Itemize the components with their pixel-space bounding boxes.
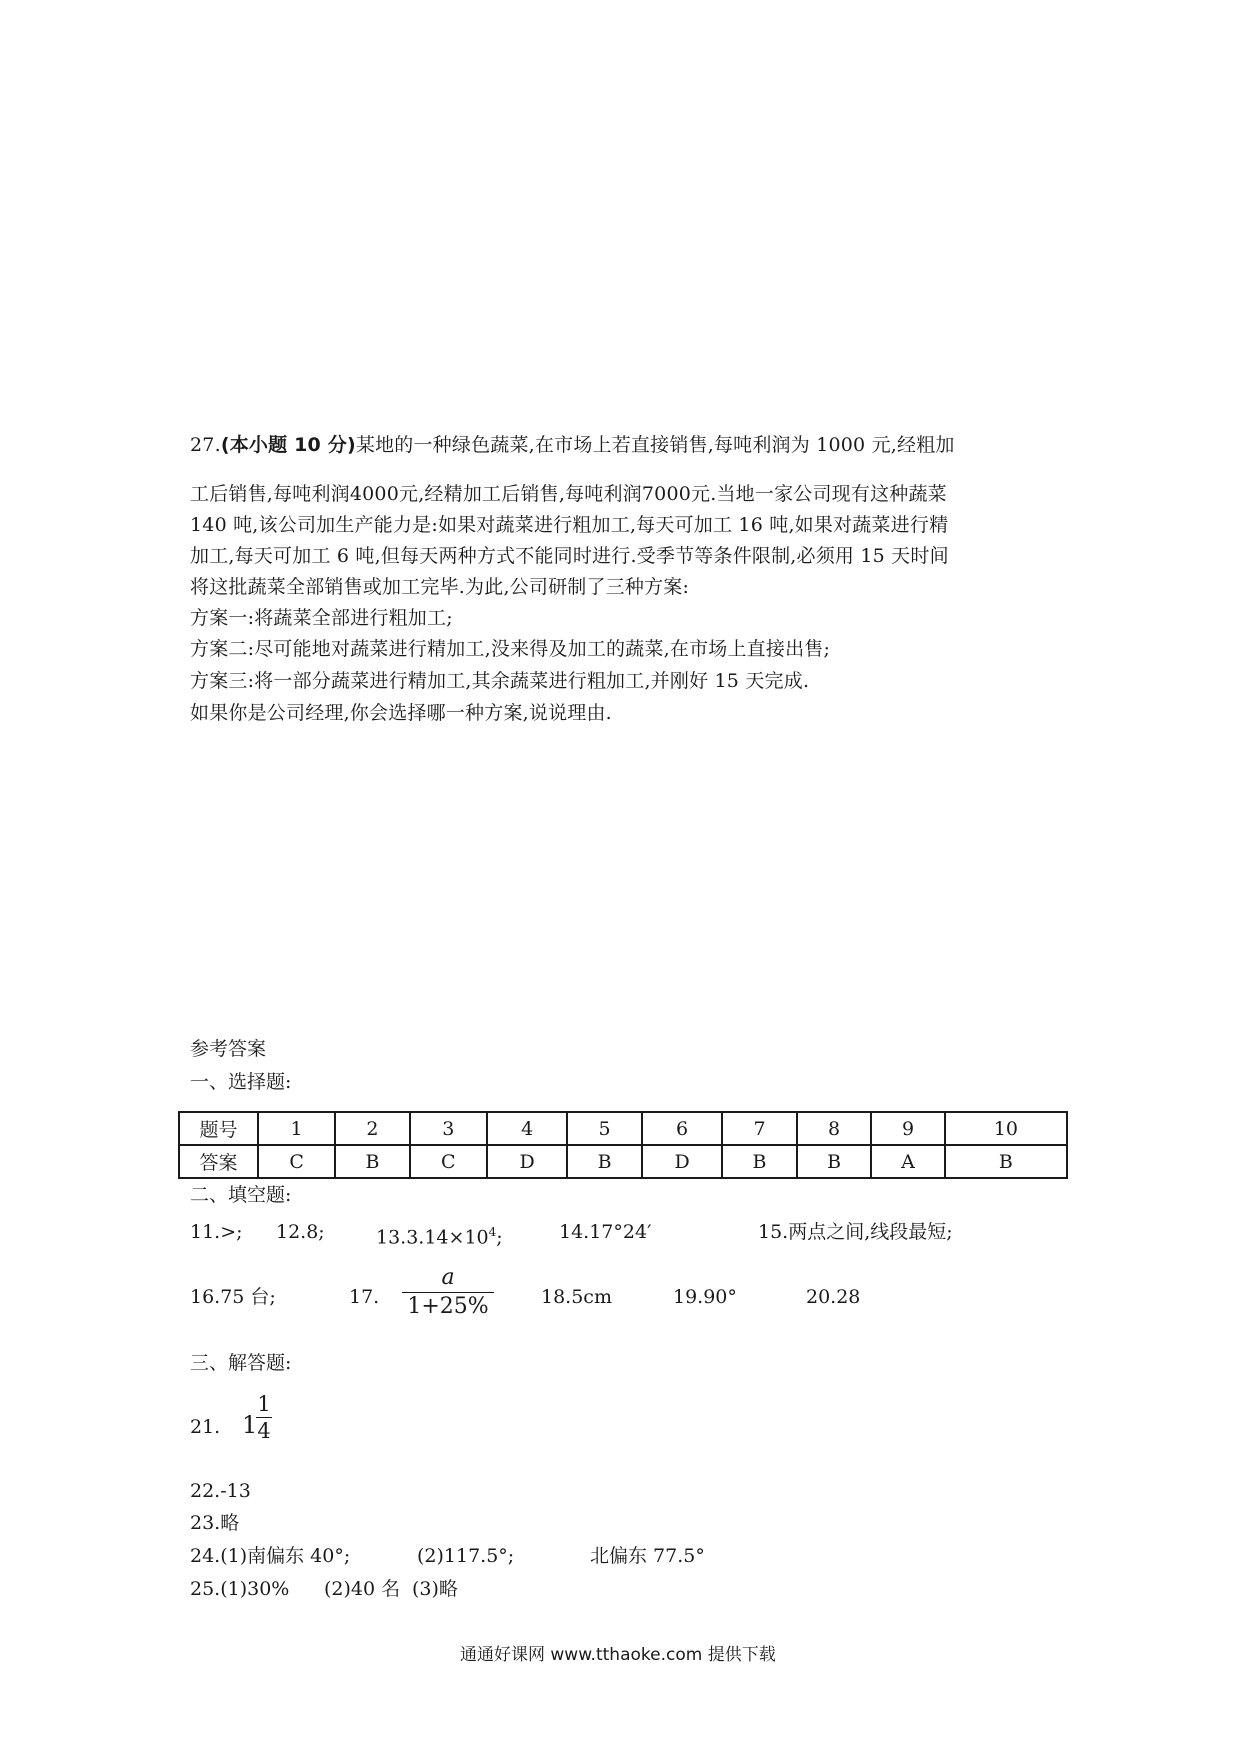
table-header-cell: 题号 — [179, 1112, 258, 1145]
solve-answer-25-part2: (2)40 名 — [324, 1578, 401, 1600]
table-cell: C — [410, 1145, 487, 1178]
table-cell: 5 — [567, 1112, 642, 1145]
fraction-denominator: 1+25% — [407, 1294, 489, 1319]
page-footer: 通通好课网 www.tthaoke.com 提供下载 — [460, 1645, 776, 1665]
fill-answer-14: 14.17°24′ — [559, 1221, 652, 1243]
table-cell: B — [722, 1145, 797, 1178]
table-cell: C — [258, 1145, 335, 1178]
table-cell: B — [567, 1145, 642, 1178]
table-cell: 1 — [258, 1112, 335, 1145]
section-solve-heading: 三、解答题: — [190, 1352, 292, 1374]
table-cell: 4 — [487, 1112, 567, 1145]
table-cell: 8 — [797, 1112, 872, 1145]
section-fill-heading: 二、填空题: — [190, 1184, 292, 1206]
fill-answer-13 — [376, 1221, 503, 1248]
solve-answer-24-part2: (2)117.5°; — [417, 1545, 515, 1567]
fill-answer-17-label: 17. — [349, 1286, 380, 1308]
solve-answer-25-part3: (3)略 — [412, 1578, 458, 1600]
solve-answer-24-part1: 24.(1)南偏东 40°; — [190, 1545, 351, 1567]
table-header-cell: 答案 — [179, 1145, 258, 1178]
solve-answer-25-part1: 25.(1)30% — [190, 1578, 290, 1600]
table-cell: 7 — [722, 1112, 797, 1145]
fraction-numerator: 1 — [257, 1392, 271, 1416]
table-cell: 6 — [642, 1112, 722, 1145]
q27-line-3: 140 吨,该公司加生产能力是:如果对蔬菜进行粗加工,每天可加工 16 吨,如果对蔬菜进行精 — [190, 514, 949, 536]
fill-answer-18: 18.5cm — [541, 1286, 612, 1308]
table-cell: 2 — [335, 1112, 410, 1145]
fill-answer-20: 20.28 — [806, 1286, 861, 1308]
answers-title: 参考答案 — [190, 1038, 267, 1060]
fill-answer-13-end: ; — [496, 1226, 503, 1249]
q27-line1-text: 某地的一种绿色蔬菜,在市场上若直接销售,每吨利润为 1000 元,经粗加 — [355, 434, 955, 456]
solve-answer-21-fraction — [256, 1391, 272, 1444]
q27-line-2: 工后销售,每吨利润4000元,经精加工后销售,每吨利润7000元.当地一家公司现有这种蔬菜 — [190, 483, 947, 505]
table-cell: A — [871, 1145, 944, 1178]
fill-answer-19: 19.90° — [673, 1286, 737, 1308]
solve-answer-21-whole: 1 — [242, 1411, 258, 1439]
fill-answer-13-exponent: 4 — [488, 1225, 497, 1239]
fraction-numerator: a — [441, 1265, 455, 1290]
q27-line-4: 加工,每天可加工 6 吨,但每天两种方式不能同时进行.受季节等条件限制,必须用 15 天时间 — [190, 545, 949, 567]
table-cell: 3 — [410, 1112, 487, 1145]
solve-answer-21-label: 21. — [190, 1416, 221, 1438]
q27-plan-3: 方案三:将一部分蔬菜进行精加工,其余蔬菜进行粗加工,并刚好 15 天完成. — [190, 670, 810, 692]
q27-line-5: 将这批蔬菜全部销售或加工完毕.为此,公司研制了三种方案: — [190, 576, 690, 598]
fill-answer-15: 15.两点之间,线段最短; — [758, 1221, 953, 1243]
fill-answer-17-fraction — [402, 1264, 494, 1321]
fill-answer-11: 11.>; — [190, 1221, 243, 1243]
section-choice-heading: 一、选择题: — [190, 1071, 292, 1093]
fill-answer-13-base: 13.3.14×10 — [376, 1226, 489, 1249]
q27-plan-2: 方案二:尽可能地对蔬菜进行精加工,没来得及加工的蔬菜,在市场上直接出售; — [190, 638, 831, 660]
solve-answer-24-part3: 北偏东 77.5° — [590, 1545, 705, 1567]
q27-line-1 — [190, 434, 955, 456]
table-cell: 9 — [871, 1112, 944, 1145]
table-cell: D — [487, 1145, 567, 1178]
table-row — [179, 1145, 1067, 1178]
table-row — [179, 1112, 1067, 1145]
q27-number: 27. — [190, 434, 221, 456]
table-cell: D — [642, 1145, 722, 1178]
q27-score-tag: (本小题 10 分) — [220, 434, 356, 456]
solve-answer-23: 23.略 — [190, 1512, 240, 1534]
solve-answer-22: 22.-13 — [190, 1480, 251, 1502]
table-cell: B — [335, 1145, 410, 1178]
table-cell: B — [945, 1145, 1067, 1178]
q27-question: 如果你是公司经理,你会选择哪一种方案,说说理由. — [190, 702, 612, 724]
fill-answer-16: 16.75 台; — [190, 1286, 276, 1308]
fraction-denominator: 4 — [257, 1419, 271, 1443]
table-cell: B — [797, 1145, 872, 1178]
fill-answer-12: 12.8; — [276, 1221, 325, 1243]
q27-plan-1: 方案一:将蔬菜全部进行粗加工; — [190, 607, 453, 629]
table-cell: 10 — [945, 1112, 1067, 1145]
choice-answer-table — [178, 1111, 1068, 1179]
